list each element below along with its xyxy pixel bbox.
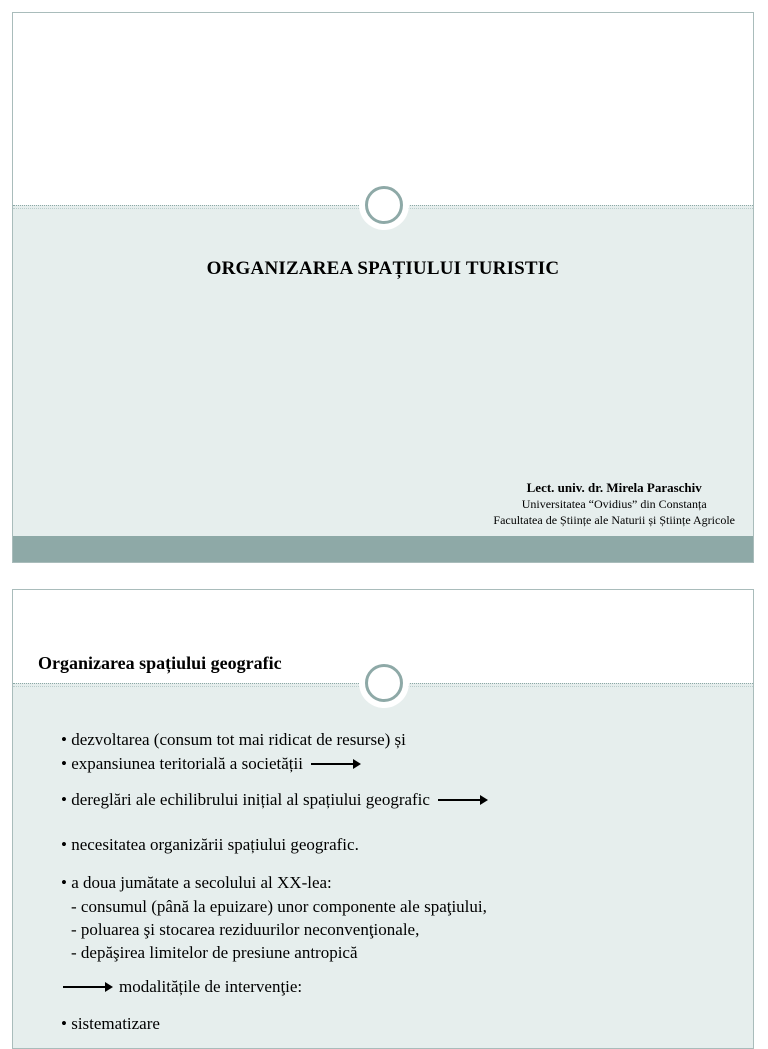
bullet-text: • expansiunea teritorială a societății bbox=[61, 754, 303, 773]
sub-item-line: - consumul (până la epuizare) unor componente ale spaţiului, bbox=[71, 897, 487, 916]
footer-bar bbox=[13, 536, 753, 562]
author-faculty: Facultatea de Științe ale Naturii și Științe Agricole bbox=[493, 513, 735, 527]
sub-item-line: - poluarea şi stocarea reziduurilor neconvenţionale, bbox=[71, 920, 420, 939]
circle-ornament-icon bbox=[365, 186, 403, 224]
circle-ornament-icon bbox=[365, 664, 403, 702]
slide-top-area bbox=[13, 13, 753, 205]
bullet-line: • dezvoltarea (consum tot mai ridicat de resurse) și bbox=[61, 730, 406, 749]
bullet-line: • necesitatea organizării spațiului geografic. bbox=[61, 835, 359, 854]
bullet-line: • a doua jumătate a secolului al XX-lea: bbox=[61, 873, 332, 892]
right-arrow-icon bbox=[311, 763, 359, 765]
right-arrow-icon bbox=[438, 799, 486, 801]
author-name: Lect. univ. dr. Mirela Paraschiv bbox=[526, 480, 702, 495]
content-slide bbox=[12, 589, 754, 1049]
right-arrow-icon bbox=[63, 986, 111, 988]
sub-item-line: - depăşirea limitelor de presiune antropică bbox=[71, 943, 358, 962]
author-university: Universitatea “Ovidius” din Constanța bbox=[521, 497, 707, 511]
author-block bbox=[493, 480, 735, 528]
arrow-line bbox=[63, 977, 302, 997]
slide-title: ORGANIZAREA SPAȚIULUI TURISTIC bbox=[206, 258, 560, 279]
bullet-line: • sistematizare bbox=[61, 1014, 160, 1033]
title-slide bbox=[12, 12, 754, 563]
slide-title: Organizarea spațiului geografic bbox=[38, 653, 282, 673]
bullet-text: • dereglări ale echilibrului inițial al spațiului geografic bbox=[61, 790, 430, 809]
bullet-line bbox=[61, 790, 486, 810]
arrow-line-text: modalitățile de intervenţie: bbox=[119, 977, 303, 996]
bullet-line bbox=[61, 754, 359, 774]
